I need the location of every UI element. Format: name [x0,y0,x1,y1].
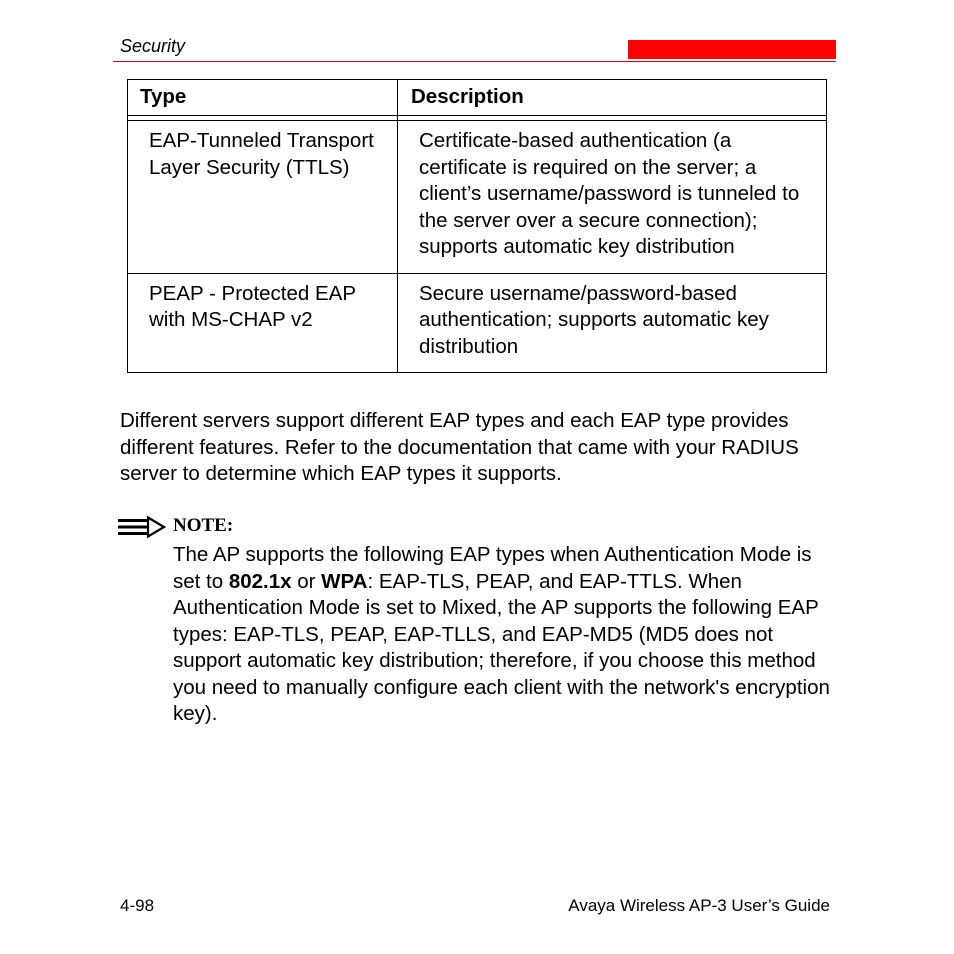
table-row [128,273,827,373]
header-rule [113,61,836,62]
description-cell: Certificate-based authentication (a certificate is required on the server; a client’s username/password is tunneled to the server over a secure connection); supports automatic key distribution [398,121,827,274]
note-bold-term: WPA [321,569,368,593]
type-cell: EAP-Tunneled Transport Layer Security (TTLS) [128,121,398,274]
guide-title: Avaya Wireless AP-3 User’s Guide [568,896,830,915]
type-cell: PEAP - Protected EAP with MS-CHAP v2 [128,273,398,373]
note-text: : EAP-TLS, PEAP, and EAP-TTLS. When Authentication Mode is set to Mixed, the AP supports the following EAP types: EAP-TLS, PEAP, EAP-TLLS, and EAP-MD5 (MD5 does not support automatic key distribution; therefore, if you choose this method you need to manually configure each client with the network's encryption key). [173,569,830,725]
note-text: or [291,569,322,593]
table-row [128,121,827,274]
body-paragraph: Different servers support different EAP types and each EAP type provides different features. Refer to the documentation that came with your RADIUS server to determine which EAP types it supports. [120,409,799,485]
eap-types-table [127,79,827,373]
column-header-type: Type [128,80,398,116]
header-accent-bar [628,40,836,59]
column-header-description: Description [398,80,827,116]
section-title: Security [120,36,186,56]
note-label: NOTE: [173,515,234,536]
note-arrow-icon [118,516,166,543]
note-text: The AP supports the following EAP types when Authentication Mode is set to [173,543,812,593]
note-body [173,542,843,728]
note-bold-term: 802.1x [228,569,292,593]
table-header-row [128,80,827,116]
description-cell: Secure username/password-based authentication; supports automatic key distribution [398,273,827,373]
page-number: 4-98 [120,896,155,915]
